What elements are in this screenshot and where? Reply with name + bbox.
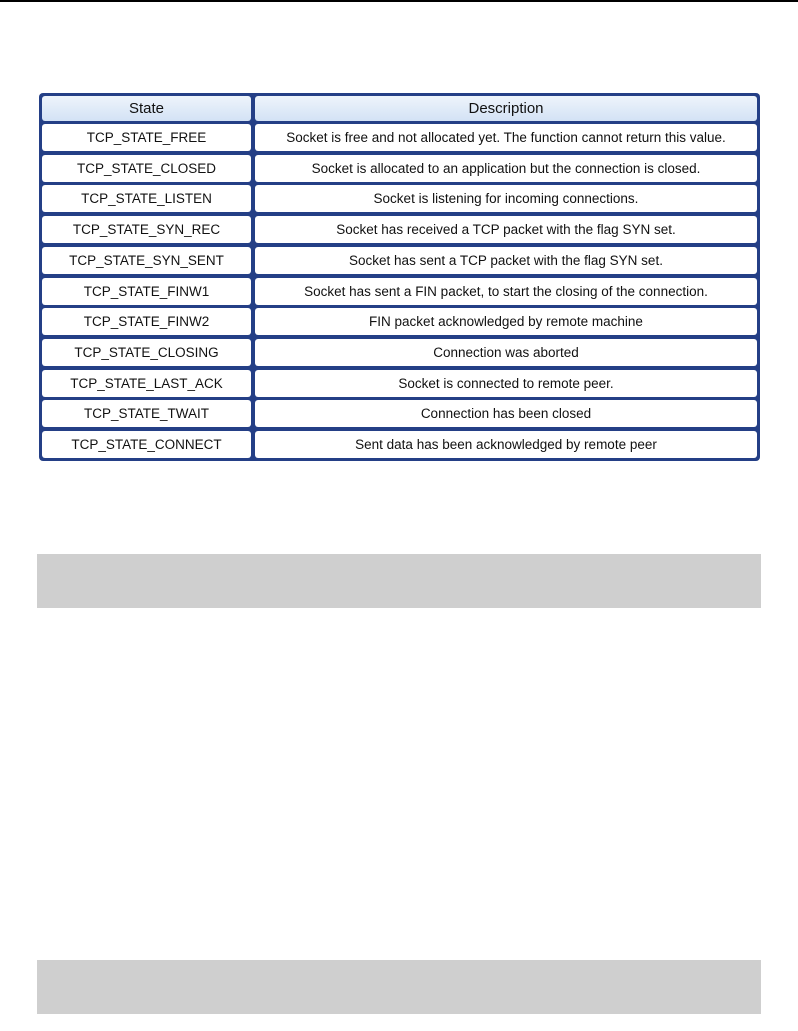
- description-cell: Sent data has been acknowledged by remote peer: [255, 431, 757, 458]
- description-cell: Connection was aborted: [255, 339, 757, 366]
- state-cell: TCP_STATE_SYN_REC: [42, 216, 251, 243]
- state-cell: TCP_STATE_LISTEN: [42, 185, 251, 212]
- description-cell: Connection has been closed: [255, 400, 757, 427]
- state-cell: TCP_STATE_FINW1: [42, 278, 251, 305]
- state-cell: TCP_STATE_FINW2: [42, 308, 251, 335]
- state-cell: TCP_STATE_CLOSED: [42, 155, 251, 182]
- state-column-header: State: [42, 96, 251, 121]
- top-rule: [0, 0, 798, 2]
- gray-code-box: [37, 960, 761, 1014]
- gray-code-box: [37, 554, 761, 608]
- state-cell: TCP_STATE_CONNECT: [42, 431, 251, 458]
- description-cell: Socket is listening for incoming connections.: [255, 185, 757, 212]
- description-cell: Socket has received a TCP packet with the flag SYN set.: [255, 216, 757, 243]
- state-cell: TCP_STATE_SYN_SENT: [42, 247, 251, 274]
- description-cell: Socket is connected to remote peer.: [255, 370, 757, 397]
- tcp-state-table: [39, 93, 760, 461]
- description-cell: Socket is free and not allocated yet. The function cannot return this value.: [255, 124, 757, 151]
- state-cell: TCP_STATE_TWAIT: [42, 400, 251, 427]
- description-cell: FIN packet acknowledged by remote machine: [255, 308, 757, 335]
- state-cell: TCP_STATE_LAST_ACK: [42, 370, 251, 397]
- description-column-header: Description: [255, 96, 757, 121]
- description-cell: Socket has sent a TCP packet with the flag SYN set.: [255, 247, 757, 274]
- state-cell: TCP_STATE_CLOSING: [42, 339, 251, 366]
- description-cell: Socket has sent a FIN packet, to start the closing of the connection.: [255, 278, 757, 305]
- state-cell: TCP_STATE_FREE: [42, 124, 251, 151]
- description-cell: Socket is allocated to an application but the connection is closed.: [255, 155, 757, 182]
